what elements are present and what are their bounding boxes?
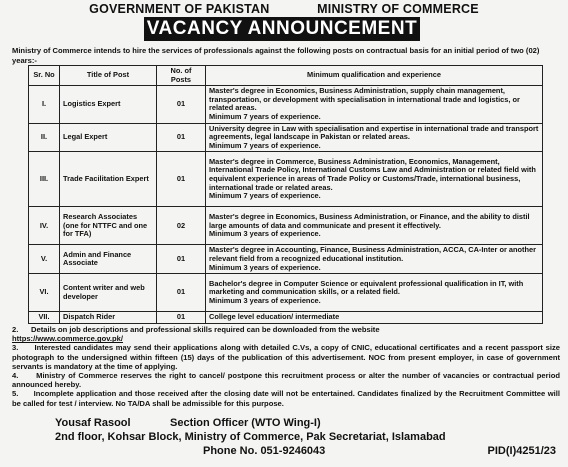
note-text: Interested candidates may send their applications along with detailed C.Vs, a copy of CNIC, educational certificates and a recent passport size photograph to the undersigned within fifteen (15) days of the publication of this advertisement. NOC from present employer, in case of government servants is mandatory at the time of applying. [12,343,560,371]
row-sr: IV. [29,207,60,245]
qualification-text: Master's degree in Economics, Business Administration, supply chain management, transportation, or development with specialisation in international trade and logistics, or related areas. [209,86,520,113]
intro-text: Ministry of Commerce intends to hire the services of professionals against the following posts on contractual basis for an initial period of two (02) years:- [12,46,540,65]
row-sr: III. [29,152,60,207]
experience-text: Minimum 3 years of experience. [209,229,321,239]
row-qualification [206,274,543,312]
experience-text: Minimum 7 years of experience. [209,111,321,121]
table-row [29,123,543,152]
experience-text: Minimum 7 years of experience. [209,191,321,201]
row-title: Dispatch Rider [60,312,157,324]
qualification-text: Master's degree in Commerce, Business Administration, Economics, Management, International Trade Policy, International Customs Law and Administration or related field with equivalent experience in areas of Trade Policy or Customs/Trade, international business, international trade or related areas. [209,156,536,192]
qualification-text: Master's degree in Accounting, Finance, Business Administration, ACCA, CA-Inter or another relevant field from a recognized educational institution. [209,245,536,263]
row-title: Legal Expert [60,123,157,152]
qualification-text: University degree in Law with specialisation and expertise in international trade and transport agreements, legal landscape in Pakistan or related areas. [209,123,539,142]
phone-number: Phone No. 051-9246043 [203,445,326,457]
row-qualification [206,86,543,123]
row-posts: 01 [157,152,206,207]
note-3 [12,343,560,371]
header-government: GOVERNMENT OF PAKISTAN [89,2,270,16]
row-qualification [206,152,543,207]
table-row [29,207,543,245]
office-address: 2nd floor, Kohsar Block, Ministry of Commerce, Pak Secretariat, Islamabad [55,431,446,443]
qualification-text: Master's degree in Economics, Business Administration, or Finance, and the ability to distil large amounts of data and communicate and present it effectively. [209,211,530,230]
row-posts: 02 [157,207,206,245]
note-text: Details on job descriptions and professional skills required can be downloaded from the website [31,325,380,334]
row-sr: II. [29,123,60,152]
table-row [29,274,543,312]
experience-text: Minimum 7 years of experience. [209,140,321,150]
row-posts: 01 [157,123,206,152]
row-title: Admin and Finance Associate [60,245,157,274]
signatory-name: Yousaf Rasool [55,417,131,429]
row-sr: V. [29,245,60,274]
row-sr: VI. [29,274,60,312]
note-4 [12,371,560,389]
note-number: 3. [12,343,19,353]
note-number: 4. [12,371,19,381]
notes-section [12,325,560,408]
row-title: Logistics Expert [60,86,157,123]
header-posts: No. of Posts [157,66,206,86]
row-title: Content writer and web developer [60,274,157,312]
note-number: 5. [12,389,19,399]
table-row [29,245,543,274]
table-row [29,312,543,324]
qualification-text: College level education/ intermediate [209,312,340,322]
row-title: Research Associates (one for NTTFC and one for TFA) [60,207,157,245]
note-2 [12,325,560,343]
row-posts: 01 [157,86,206,123]
note-text: Incomplete application and those received after the closing date will not be entertained. Candidates finalized by the Recruitment Committee will be called for test / interview. No TA/DA shall be admissible for this purpose. [12,389,560,408]
header-sr-no: Sr. No [29,66,60,86]
row-qualification [206,312,543,324]
vacancy-table [28,65,543,324]
note-5 [12,389,560,407]
header-ministry: MINISTRY OF COMMERCE [317,2,479,16]
header-qualification: Minimum qualification and experience [206,66,543,86]
qualification-text: Bachelor's degree in Computer Science or equivalent professional qualification in IT, with marketing and communication skills, or a related field. [209,278,524,297]
experience-text: Minimum 3 years of experience. [209,262,321,272]
table-row [29,86,543,123]
row-title: Trade Facilitation Expert [60,152,157,207]
page-header [0,2,568,16]
row-posts: 01 [157,245,206,274]
table-row [29,152,543,207]
row-sr: I. [29,86,60,123]
row-qualification [206,245,543,274]
header-title: Title of Post [60,66,157,86]
row-posts: 01 [157,312,206,324]
note-text: Ministry of Commerce reserves the right to cancel/ postpone this recruitment process or alter the number of vacancies or contractual period announced hereby. [12,371,560,390]
table-header-row [29,66,543,86]
row-posts: 01 [157,274,206,312]
website-link[interactable]: https://www.commerce.gov.pk/ [12,334,123,344]
row-qualification [206,123,543,152]
row-qualification [206,207,543,245]
signature-block [55,417,321,430]
vacancy-banner: VACANCY ANNOUNCEMENT [144,17,420,41]
signatory-designation: Section Officer (WTO Wing-I) [170,417,321,429]
note-number: 2. [12,325,19,334]
row-sr: VII. [29,312,60,324]
pid-number: PID(I)4251/23 [487,445,556,457]
experience-text: Minimum 3 years of experience. [209,295,321,305]
